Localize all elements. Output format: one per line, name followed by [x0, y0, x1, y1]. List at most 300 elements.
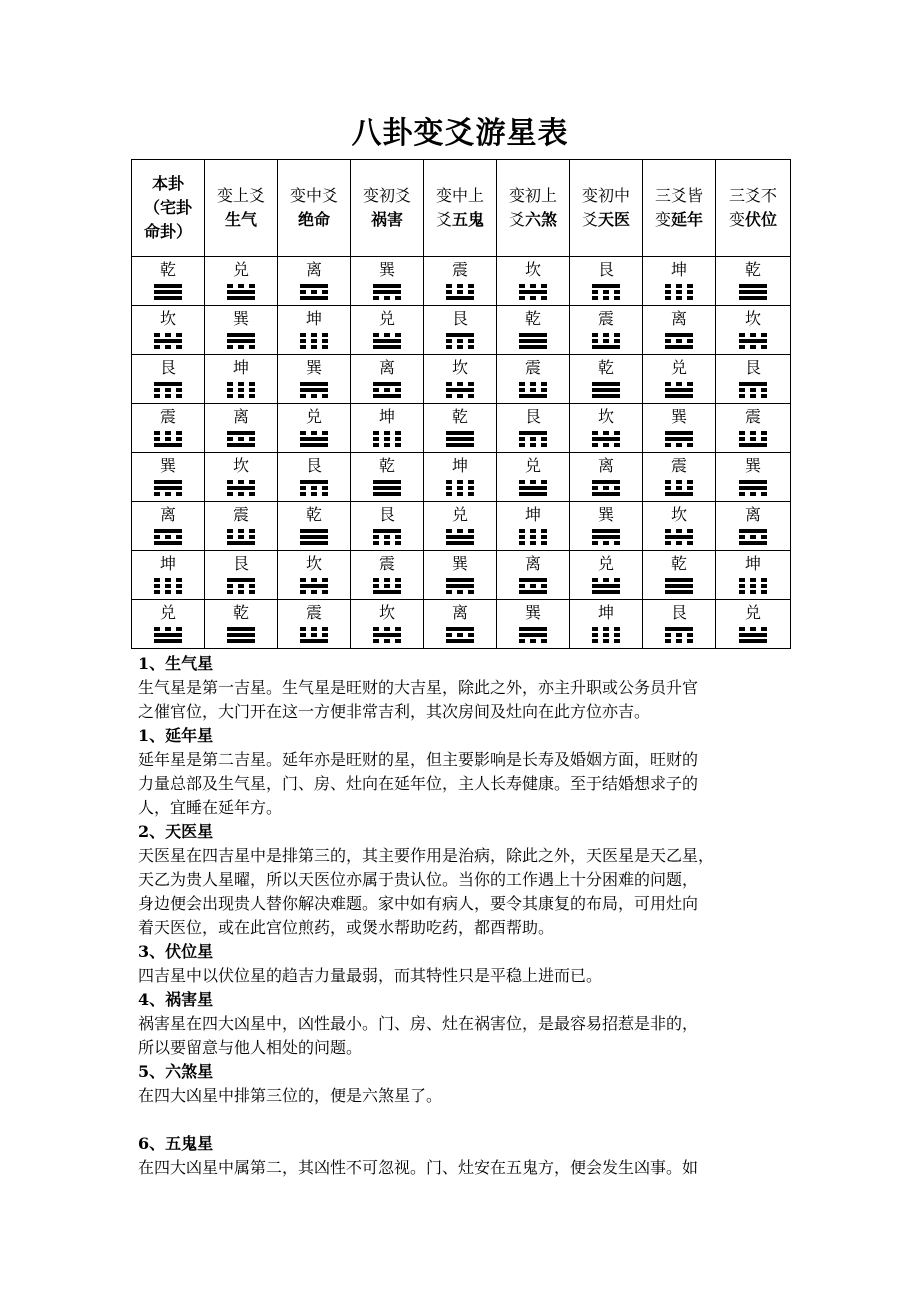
- yang-line: [739, 639, 767, 643]
- yang-line: [519, 486, 547, 490]
- yin-line-segment: [446, 339, 452, 343]
- yin-line-segment: [750, 431, 756, 435]
- yin-line-segment: [592, 486, 598, 490]
- yang-line: [154, 339, 182, 343]
- yin-line-segment: [238, 535, 244, 539]
- yin-line-segment: [165, 333, 171, 337]
- yin-line-segment: [176, 627, 182, 631]
- yin-line-segment: [300, 345, 306, 349]
- trigram-symbol: [592, 382, 620, 398]
- yin-line-segment: [165, 431, 171, 435]
- yin-line-segment: [676, 541, 682, 545]
- trigram-symbol: [592, 431, 620, 447]
- trigram-symbol: [300, 382, 328, 398]
- yin-line-segment: [238, 382, 244, 386]
- yin-line-segment: [446, 492, 452, 496]
- trigram-symbol: [519, 529, 547, 545]
- yin-line-segment: [457, 590, 463, 594]
- yin-line-segment: [373, 627, 379, 631]
- yang-line: [300, 296, 328, 300]
- yin-line-segment: [614, 431, 620, 435]
- trigram-cell: [205, 306, 278, 355]
- yin-line-segment: [665, 529, 671, 533]
- header-cell: [716, 160, 791, 257]
- trigram-name: 兑: [305, 407, 322, 426]
- trigram-cell: [132, 306, 205, 355]
- yin-line-segment: [468, 290, 474, 294]
- yang-line: [300, 437, 328, 441]
- yin-line-segment: [373, 388, 379, 392]
- yin-line-segment: [238, 492, 244, 496]
- trigram-name: 坤: [159, 554, 176, 573]
- yin-line-segment: [592, 633, 598, 637]
- trigram-cell: [278, 404, 351, 453]
- yin-line-segment: [541, 443, 547, 447]
- yin-line-segment: [614, 627, 620, 631]
- trigram-cell: [351, 404, 424, 453]
- section-body-line: 在四大凶星中属第二，其凶性不可忽视。门、灶安在五鬼方，便会发生凶事。如: [138, 1158, 699, 1177]
- trigram-name: 乾: [305, 505, 322, 524]
- header-text: 三爻不: [728, 186, 777, 205]
- trigram-cell: [570, 257, 643, 306]
- yin-line-segment: [519, 382, 525, 386]
- yang-line: [154, 529, 182, 533]
- header-text: 本卦: [151, 174, 184, 193]
- trigram-symbol: [446, 627, 474, 643]
- trigram-cell: [205, 600, 278, 649]
- header-text: 变上爻: [216, 186, 265, 205]
- yin-line-segment: [519, 296, 525, 300]
- trigram-name: 离: [159, 505, 176, 524]
- yin-line-segment: [761, 584, 767, 588]
- trigram-cell: [643, 306, 716, 355]
- trigram-name: 坎: [744, 309, 761, 328]
- trigram-symbol: [446, 382, 474, 398]
- yin-line-segment: [176, 394, 182, 398]
- yang-line: [446, 333, 474, 337]
- yin-line-segment: [446, 529, 452, 533]
- yang-line: [592, 394, 620, 398]
- yin-line-segment: [739, 578, 745, 582]
- yin-line-segment: [750, 590, 756, 594]
- yin-line-segment: [676, 486, 682, 490]
- trigram-name: 艮: [305, 456, 322, 475]
- yin-line-segment: [249, 584, 255, 588]
- yang-line: [154, 541, 182, 545]
- yang-line: [154, 382, 182, 386]
- yin-line-segment: [468, 590, 474, 594]
- yin-line-segment: [322, 339, 328, 343]
- yang-line: [446, 296, 474, 300]
- yin-line-segment: [739, 584, 745, 588]
- trigram-cell: [643, 453, 716, 502]
- trigram-symbol: [227, 333, 255, 349]
- yin-line-segment: [176, 535, 182, 539]
- yang-line: [373, 345, 401, 349]
- yang-line: [739, 541, 767, 545]
- yin-line-segment: [227, 492, 233, 496]
- header-text: 变初爻: [362, 186, 411, 205]
- trigram-name: 巽: [232, 309, 249, 328]
- trigram-cell: [570, 453, 643, 502]
- yang-line: [227, 290, 255, 294]
- yin-line-segment: [395, 639, 401, 643]
- yin-line-segment: [530, 388, 536, 392]
- yang-line: [446, 639, 474, 643]
- yin-line-segment: [614, 639, 620, 643]
- trigram-symbol: [373, 333, 401, 349]
- yin-line-segment: [665, 443, 671, 447]
- yin-line-segment: [468, 339, 474, 343]
- yang-line: [300, 480, 328, 484]
- yin-line-segment: [739, 333, 745, 337]
- yin-line-segment: [468, 492, 474, 496]
- trigram-name: 震: [524, 358, 541, 377]
- yin-line-segment: [300, 339, 306, 343]
- trigram-name: 乾: [232, 603, 249, 622]
- yang-line: [373, 394, 401, 398]
- trigram-symbol: [154, 627, 182, 643]
- yin-line-segment: [750, 333, 756, 337]
- yin-line-segment: [395, 431, 401, 435]
- yin-line-segment: [373, 584, 379, 588]
- yang-line: [592, 382, 620, 386]
- yin-line-segment: [249, 492, 255, 496]
- header-text: 爻五鬼: [435, 210, 485, 229]
- yang-line: [154, 480, 182, 484]
- trigram-symbol: [592, 333, 620, 349]
- yin-line-segment: [384, 388, 390, 392]
- yin-line-segment: [395, 535, 401, 539]
- yin-line-segment: [592, 339, 598, 343]
- trigram-symbol: [519, 284, 547, 300]
- table-row: [132, 355, 791, 404]
- yin-line-segment: [676, 480, 682, 484]
- yang-line: [227, 639, 255, 643]
- yin-line-segment: [395, 333, 401, 337]
- header-cell: [424, 160, 497, 257]
- yang-line: [665, 388, 693, 392]
- yin-line-segment: [165, 578, 171, 582]
- yin-line-segment: [676, 529, 682, 533]
- yin-line-segment: [446, 590, 452, 594]
- yang-line: [227, 339, 255, 343]
- section-body-line: 人，宜睡在延年方。: [138, 798, 283, 817]
- trigram-cell: [132, 502, 205, 551]
- trigram-cell: [351, 502, 424, 551]
- yin-line-segment: [468, 394, 474, 398]
- yang-line: [373, 492, 401, 496]
- yin-line-segment: [165, 345, 171, 349]
- trigram-name: 乾: [451, 407, 468, 426]
- trigram-symbol: [446, 333, 474, 349]
- yin-line-segment: [165, 394, 171, 398]
- trigram-cell: [570, 551, 643, 600]
- yin-line-segment: [541, 535, 547, 539]
- yang-line: [446, 578, 474, 582]
- yin-line-segment: [739, 590, 745, 594]
- yang-line: [519, 339, 547, 343]
- yin-line-segment: [687, 382, 693, 386]
- yin-line-segment: [311, 627, 317, 631]
- trigram-cell: [278, 453, 351, 502]
- yin-line-segment: [761, 431, 767, 435]
- yang-line: [300, 584, 328, 588]
- yin-line-segment: [176, 437, 182, 441]
- yin-line-segment: [227, 345, 233, 349]
- yin-line-segment: [373, 535, 379, 539]
- trigram-symbol: [446, 529, 474, 545]
- yang-line: [446, 541, 474, 545]
- yin-line-segment: [165, 627, 171, 631]
- trigram-symbol: [665, 333, 693, 349]
- yin-line-segment: [468, 529, 474, 533]
- yin-line-segment: [311, 345, 317, 349]
- trigram-cell: [497, 355, 570, 404]
- yin-line-segment: [227, 529, 233, 533]
- yin-line-segment: [227, 388, 233, 392]
- yang-line: [519, 333, 547, 337]
- yang-line: [300, 639, 328, 643]
- yang-line: [300, 443, 328, 447]
- trigram-name: 坤: [232, 358, 249, 377]
- yin-line-segment: [687, 480, 693, 484]
- header-text: 变初中: [581, 186, 630, 205]
- yin-line-segment: [592, 443, 598, 447]
- trigram-name: 乾: [597, 358, 614, 377]
- yin-line-segment: [176, 590, 182, 594]
- section-body-line: 在四大凶星中排第三位的，便是六煞星了。: [138, 1086, 443, 1105]
- yin-line-segment: [530, 584, 536, 588]
- yin-line-segment: [165, 584, 171, 588]
- yin-line-segment: [592, 296, 598, 300]
- yin-line-segment: [519, 284, 525, 288]
- yin-line-segment: [614, 339, 620, 343]
- yang-line: [154, 639, 182, 643]
- yin-line-segment: [761, 535, 767, 539]
- yin-line-segment: [603, 633, 609, 637]
- trigram-cell: [205, 355, 278, 404]
- table-header-row: [132, 160, 791, 257]
- header-text: （宅卦: [143, 198, 192, 217]
- yin-line-segment: [446, 633, 452, 637]
- yin-line-segment: [457, 492, 463, 496]
- section-heading: 6、五鬼星: [138, 1134, 214, 1153]
- yin-line-segment: [238, 584, 244, 588]
- yang-line: [739, 339, 767, 343]
- trigram-name: 兑: [232, 260, 249, 279]
- trigram-cell: [132, 551, 205, 600]
- trigram-cell: [643, 355, 716, 404]
- header-text: 绝命: [297, 210, 330, 229]
- trigram-cell: [424, 404, 497, 453]
- yin-line-segment: [457, 529, 463, 533]
- yin-line-segment: [384, 535, 390, 539]
- yin-line-segment: [176, 578, 182, 582]
- yin-line-segment: [530, 535, 536, 539]
- yin-line-segment: [530, 639, 536, 643]
- trigram-cell: [132, 453, 205, 502]
- trigram-name: 兑: [378, 309, 395, 328]
- trigram-symbol: [519, 431, 547, 447]
- trigram-symbol: [665, 431, 693, 447]
- yin-line-segment: [603, 290, 609, 294]
- header-cell: [132, 160, 205, 257]
- yang-line: [373, 284, 401, 288]
- yin-line-segment: [739, 388, 745, 392]
- header-text: 爻天医: [581, 210, 631, 229]
- trigram-cell: [716, 404, 791, 453]
- trigram-cell: [716, 306, 791, 355]
- yin-line-segment: [530, 284, 536, 288]
- trigram-name: 震: [597, 309, 614, 328]
- yin-line-segment: [311, 290, 317, 294]
- yin-line-segment: [676, 339, 682, 343]
- yang-line: [227, 627, 255, 631]
- trigram-cell: [205, 257, 278, 306]
- yang-line: [154, 443, 182, 447]
- yin-line-segment: [665, 541, 671, 545]
- trigram-name: 坤: [597, 603, 614, 622]
- header-text: 生气: [224, 210, 257, 229]
- trigram-symbol: [300, 529, 328, 545]
- yin-line-segment: [384, 296, 390, 300]
- yin-line-segment: [603, 578, 609, 582]
- yin-line-segment: [541, 437, 547, 441]
- yin-line-segment: [665, 290, 671, 294]
- trigram-name: 艮: [670, 603, 687, 622]
- trigram-symbol: [227, 627, 255, 643]
- section-heading: 3、伏位星: [138, 942, 214, 961]
- trigram-cell: [497, 600, 570, 649]
- yang-line: [519, 633, 547, 637]
- yin-line-segment: [238, 388, 244, 392]
- yin-line-segment: [395, 541, 401, 545]
- yin-line-segment: [530, 382, 536, 386]
- yin-line-segment: [165, 388, 171, 392]
- yang-line: [739, 443, 767, 447]
- yin-line-segment: [300, 590, 306, 594]
- yang-line: [739, 633, 767, 637]
- yin-line-segment: [457, 633, 463, 637]
- yin-line-segment: [468, 480, 474, 484]
- trigram-symbol: [227, 480, 255, 496]
- trigram-name: 巽: [524, 603, 541, 622]
- yin-line-segment: [761, 627, 767, 631]
- yang-line: [739, 296, 767, 300]
- yang-line: [665, 492, 693, 496]
- trigram-cell: [424, 502, 497, 551]
- yin-line-segment: [530, 296, 536, 300]
- yin-line-segment: [384, 333, 390, 337]
- yin-line-segment: [300, 578, 306, 582]
- yin-line-segment: [457, 394, 463, 398]
- trigram-name: 巽: [305, 358, 322, 377]
- trigram-cell: [570, 404, 643, 453]
- yin-line-segment: [750, 388, 756, 392]
- yin-line-segment: [227, 382, 233, 386]
- yang-line: [665, 431, 693, 435]
- trigram-name: 震: [670, 456, 687, 475]
- trigram-symbol: [373, 529, 401, 545]
- yang-line: [665, 333, 693, 337]
- yin-line-segment: [676, 382, 682, 386]
- yang-line: [373, 529, 401, 533]
- yang-line: [519, 394, 547, 398]
- yin-line-segment: [665, 382, 671, 386]
- yin-line-segment: [687, 443, 693, 447]
- yin-line-segment: [446, 394, 452, 398]
- yin-line-segment: [541, 382, 547, 386]
- trigram-name: 艮: [597, 260, 614, 279]
- trigram-name: 巽: [378, 260, 395, 279]
- trigram-name: 兑: [451, 505, 468, 524]
- yin-line-segment: [761, 437, 767, 441]
- yin-line-segment: [249, 388, 255, 392]
- yang-line: [739, 480, 767, 484]
- yang-line: [739, 382, 767, 386]
- yin-line-segment: [384, 437, 390, 441]
- trigram-symbol: [300, 480, 328, 496]
- table-row: [132, 257, 791, 306]
- trigram-symbol: [373, 382, 401, 398]
- trigram-symbol: [665, 578, 693, 594]
- trigram-cell: [570, 306, 643, 355]
- trigram-cell: [351, 355, 424, 404]
- yin-line-segment: [165, 590, 171, 594]
- yin-line-segment: [750, 492, 756, 496]
- trigram-symbol: [739, 480, 767, 496]
- trigram-symbol: [446, 431, 474, 447]
- yang-line: [227, 296, 255, 300]
- yin-line-segment: [249, 535, 255, 539]
- yin-line-segment: [592, 627, 598, 631]
- yang-line: [592, 345, 620, 349]
- trigram-symbol: [227, 431, 255, 447]
- table-row: [132, 551, 791, 600]
- yin-line-segment: [761, 578, 767, 582]
- trigram-symbol: [154, 578, 182, 594]
- yang-line: [154, 486, 182, 490]
- yang-line: [446, 388, 474, 392]
- table-row: [132, 306, 791, 355]
- yin-line-segment: [676, 633, 682, 637]
- yang-line: [592, 480, 620, 484]
- section-body-line: 生气星是第一吉星。生气星是旺财的大吉星，除此之外，亦主升职或公务员升官: [138, 678, 699, 697]
- explanation-text: [138, 652, 783, 1180]
- yin-line-segment: [519, 480, 525, 484]
- trigram-name: 艮: [451, 309, 468, 328]
- yang-line: [592, 590, 620, 594]
- yin-line-segment: [322, 578, 328, 582]
- trigram-symbol: [665, 480, 693, 496]
- yang-line: [300, 541, 328, 545]
- trigram-symbol: [739, 284, 767, 300]
- yin-line-segment: [238, 529, 244, 533]
- yang-line: [300, 529, 328, 533]
- yang-line: [227, 443, 255, 447]
- yin-line-segment: [154, 394, 160, 398]
- trigram-symbol: [519, 578, 547, 594]
- yin-line-segment: [249, 437, 255, 441]
- header-cell: [570, 160, 643, 257]
- yang-line: [373, 382, 401, 386]
- trigram-name: 坤: [744, 554, 761, 573]
- trigram-name: 坤: [378, 407, 395, 426]
- trigram-name: 离: [524, 554, 541, 573]
- trigram-symbol: [665, 382, 693, 398]
- yang-line: [519, 590, 547, 594]
